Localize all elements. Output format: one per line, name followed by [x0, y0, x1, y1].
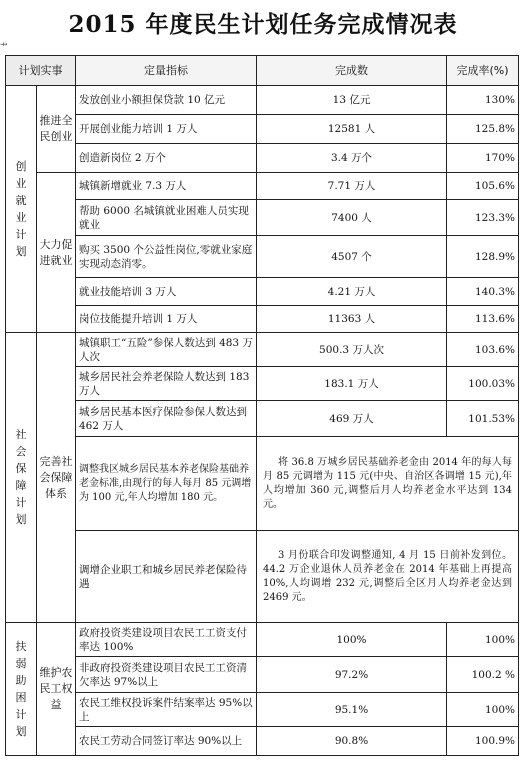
table-row — [6, 173, 519, 200]
rate-cell: 100.03% — [447, 367, 519, 401]
indicator-cell: 创造新岗位 2 万个 — [76, 144, 257, 173]
indicator-cell: 岗位技能提升培训 1 万人 — [76, 306, 257, 333]
rate-cell: 123.3% — [447, 200, 519, 236]
table-row — [6, 200, 519, 236]
amount-cell: 13 亿元 — [257, 86, 447, 115]
table-row — [6, 401, 519, 437]
table-row — [6, 306, 519, 333]
indicator-cell: 农民工劳动合同签订率达 90%以上 — [76, 727, 257, 756]
indicator-cell: 调整我区城乡居民基本养老保险基础养老金标准,由现行的每人每月 85 元调增为 100 元,年人均增加 180 元。 — [76, 437, 257, 531]
plan-table — [5, 55, 519, 756]
rate-cell: 128.9% — [447, 236, 519, 278]
amount-cell: 12581 人 — [257, 115, 447, 144]
header-plan: 计划实事 — [6, 56, 76, 86]
amount-cell: 500.3 万人次 — [257, 333, 447, 367]
amount-cell: 469 万人 — [257, 401, 447, 437]
indicator-cell: 开展创业能力培训 1 万人 — [76, 115, 257, 144]
rate-cell: 125.8% — [447, 115, 519, 144]
rate-cell: 100.2 % — [447, 657, 519, 693]
indicator-cell: 城镇职工“五险”参保人数达到 483 万人次 — [76, 333, 257, 367]
table-row — [6, 144, 519, 173]
header-rate: 完成率(%) — [447, 56, 519, 86]
rate-cell: 140.3% — [447, 278, 519, 306]
amount-cell: 183.1 万人 — [257, 367, 447, 401]
subgroup-social-security: 完善社会保障体系 — [37, 333, 76, 623]
table-row — [6, 236, 519, 278]
indicator-cell: 发放创业小额担保贷款 10 亿元 — [76, 86, 257, 115]
rate-cell: 130% — [447, 86, 519, 115]
rate-cell: 170% — [447, 144, 519, 173]
subgroup-migrant-workers: 维护农民工权益 — [37, 623, 76, 756]
indicator-cell: 就业技能培训 3 万人 — [76, 278, 257, 306]
indicator-cell: 城镇新增就业 7.3 万人 — [76, 173, 257, 200]
anchor-icon: ⇸ — [0, 40, 8, 50]
rate-cell: 113.6% — [447, 306, 519, 333]
indicator-cell: 帮助 6000 名城镇就业困难人员实现就业 — [76, 200, 257, 236]
table-row — [6, 367, 519, 401]
amount-cell: 4507 个 — [257, 236, 447, 278]
amount-cell: 7.71 万人 — [257, 173, 447, 200]
indicator-cell: 城乡居民社会养老保险人数达到 183 万人 — [76, 367, 257, 401]
table-row — [6, 657, 519, 693]
rate-cell: 100.9% — [447, 727, 519, 756]
group-social-security: 社会保障计划 — [6, 333, 37, 623]
table-row — [6, 115, 519, 144]
amount-cell: 90.8% — [257, 727, 447, 756]
note-cell: 3 月份联合印发调整通知, 4 月 15 日前补发到位。44.2 万企业退休人员养老金在 2014 年基础上再提高 10%,人均调增 232 元,调整后全区月人均养老金达到 2469 元。 — [257, 531, 519, 623]
amount-cell: 3.4 万个 — [257, 144, 447, 173]
rate-cell: 101.53% — [447, 401, 519, 437]
rate-cell: 100% — [447, 693, 519, 727]
table-row — [6, 531, 519, 623]
table-row — [6, 86, 519, 115]
indicator-cell: 政府投资类建设项目农民工工资支付率达 100% — [76, 623, 257, 657]
table-row — [6, 693, 519, 727]
amount-cell: 95.1% — [257, 693, 447, 727]
amount-cell: 11363 人 — [257, 306, 447, 333]
indicator-cell: 非政府投资类建设项目农民工工资清欠率达 97%以上 — [76, 657, 257, 693]
subgroup-employment: 大力促进就业 — [37, 173, 76, 333]
table-row — [6, 727, 519, 756]
note-cell: 将 36.8 万城乡居民基础养老金由 2014 年的每人每月 85 元调增为 115 元(中央、自治区各调增 15 元),年人均增加 360 元,调整后月人均养老金水平达到 134 元。 — [257, 437, 519, 531]
indicator-cell: 城乡居民基本医疗保险参保人数达到 462 万人 — [76, 401, 257, 437]
rate-cell: 103.6% — [447, 333, 519, 367]
amount-cell: 4.21 万人 — [257, 278, 447, 306]
amount-cell: 97.2% — [257, 657, 447, 693]
table-row — [6, 623, 519, 657]
table-row — [6, 437, 519, 531]
subgroup-entrepreneurship: 推进全民创业 — [37, 86, 76, 173]
table-header-row — [6, 56, 519, 86]
indicator-cell: 农民工维权投诉案件结案率达 95%以上 — [76, 693, 257, 727]
rate-cell: 100% — [447, 623, 519, 657]
group-assistance: 扶弱助困计划 — [6, 623, 37, 756]
rate-cell: 105.6% — [447, 173, 519, 200]
amount-cell: 7400 人 — [257, 200, 447, 236]
amount-cell: 100% — [257, 623, 447, 657]
table-row — [6, 333, 519, 367]
page-title: 2015 年度民生计划任务完成情况表 — [68, 11, 458, 38]
header-amount: 完成数 — [257, 56, 447, 86]
indicator-cell: 购买 3500 个公益性岗位,零就业家庭实现动态消零。 — [76, 236, 257, 278]
header-indicator: 定量指标 — [76, 56, 257, 86]
group-employment: 创业就业计划 — [6, 86, 37, 333]
indicator-cell: 调增企业职工和城乡居民养老保险待遇 — [76, 531, 257, 623]
table-row — [6, 278, 519, 306]
